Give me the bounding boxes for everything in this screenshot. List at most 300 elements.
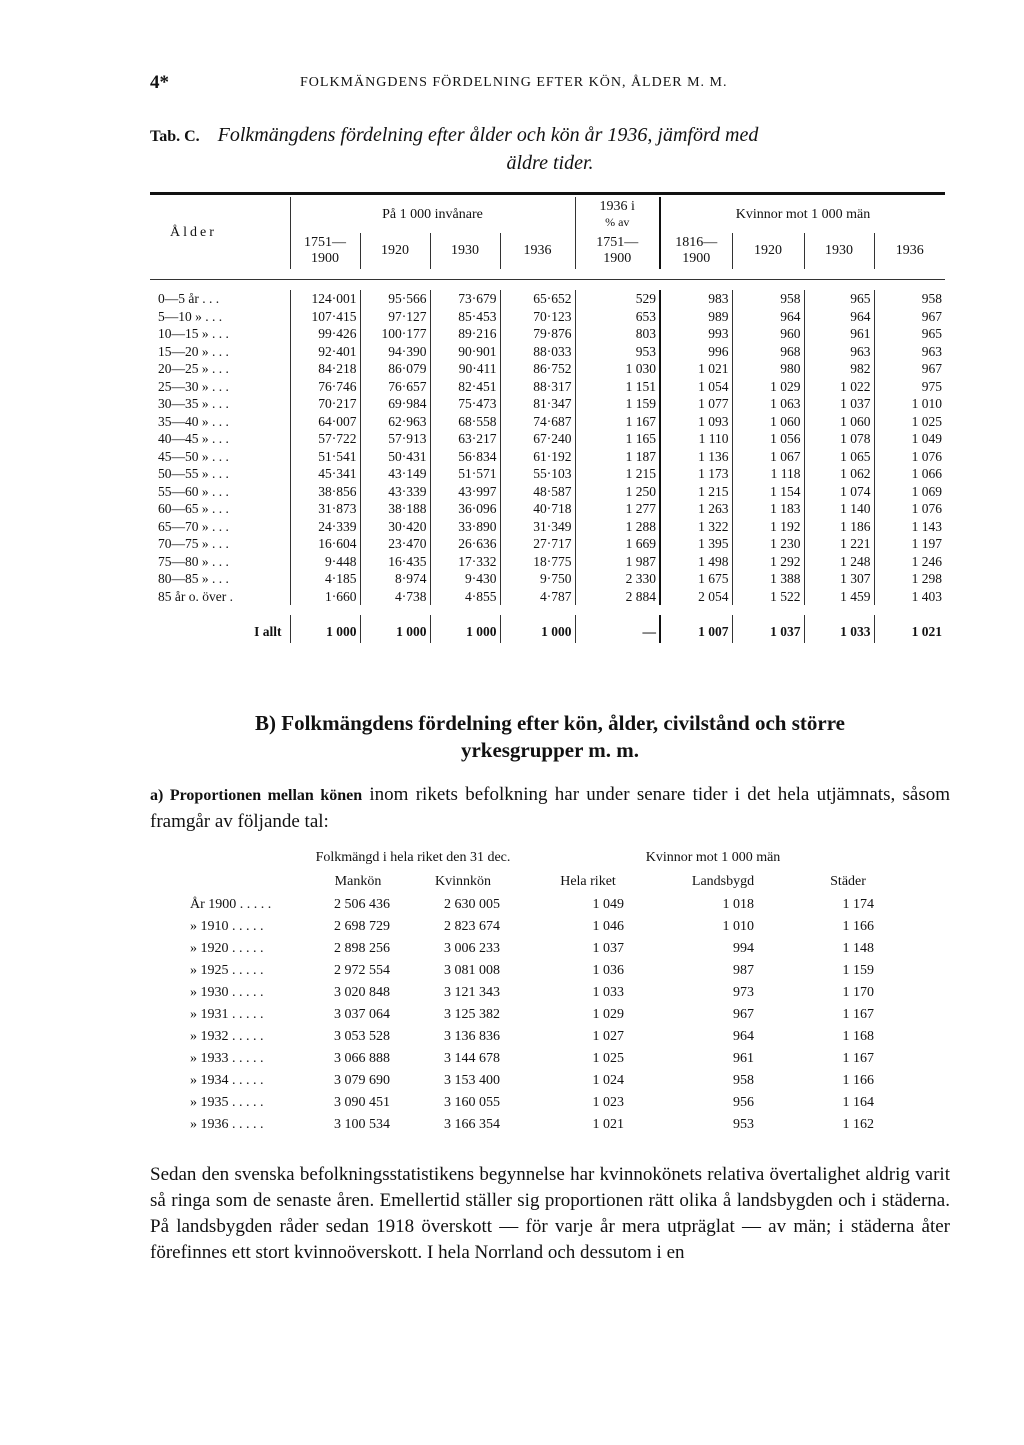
header-kvinnor: Kvinnor mot 1 000 män	[660, 197, 945, 233]
value-cell: 964	[732, 308, 804, 326]
value-cell: 16·435	[360, 553, 430, 571]
value-cell: 81·347	[500, 395, 575, 413]
value-cell: 4·185	[290, 570, 360, 588]
value-cell: 94·390	[360, 343, 430, 361]
value-cell: 1 000	[290, 615, 360, 643]
value-cell: 964	[804, 308, 874, 326]
value-cell: 968	[732, 343, 804, 361]
value-cell: 1 277	[575, 500, 660, 518]
value-cell: 1·660	[290, 588, 360, 606]
value-cell: 1 522	[732, 588, 804, 606]
table-row	[150, 308, 945, 326]
value-cell: 3 020 848	[334, 985, 390, 1000]
value-cell: 1 183	[732, 500, 804, 518]
age-cell: 15—20 » . . .	[158, 343, 229, 359]
value-cell: 961	[733, 1051, 755, 1066]
table-row	[188, 982, 908, 1004]
age-cell: 55—60 » . . .	[158, 483, 229, 499]
age-cell: 0—5 år . . .	[158, 291, 220, 306]
value-cell: 107·415	[290, 308, 360, 326]
value-cell: 1 007	[660, 615, 732, 643]
value-cell: 1 024	[592, 1073, 625, 1088]
value-cell: 1 076	[874, 500, 945, 518]
value-cell: 1 063	[732, 395, 804, 413]
value-cell: 95·566	[360, 290, 430, 308]
value-cell: 3 144 678	[444, 1051, 501, 1066]
value-cell: 64·007	[290, 413, 360, 431]
value-cell: 1 221	[804, 535, 874, 553]
value-cell: 2 884	[575, 588, 660, 606]
year-cell: » 1930 . . . . .	[190, 985, 264, 1000]
value-cell: 989	[660, 308, 732, 326]
value-cell: 88·317	[500, 378, 575, 396]
table-row	[188, 1048, 908, 1070]
value-cell: 90·411	[430, 360, 500, 378]
age-cell: 35—40 » . . .	[158, 413, 229, 429]
value-cell: 1 298	[874, 570, 945, 588]
value-cell: 1 029	[592, 1007, 625, 1022]
value-cell: 3 100 534	[334, 1117, 390, 1132]
value-cell: 3 121 343	[444, 985, 501, 1000]
value-cell: 57·913	[360, 430, 430, 448]
value-cell: 1 021	[660, 360, 732, 378]
age-cell: 50—55 » . . .	[158, 466, 229, 481]
value-cell: 1 136	[660, 448, 732, 466]
value-cell: 1 000	[430, 615, 500, 643]
value-cell: 1 049	[874, 430, 945, 448]
year-cell: » 1931 . . . . .	[190, 1007, 264, 1022]
value-cell: 79·876	[500, 325, 575, 343]
value-cell: 1 246	[874, 553, 945, 571]
value-cell: 76·657	[360, 378, 430, 396]
value-cell: 1 060	[804, 413, 874, 431]
value-cell: 2 898 256	[334, 941, 390, 956]
value-cell: 62·963	[360, 413, 430, 431]
value-cell: 967	[874, 360, 945, 378]
value-cell: 57·722	[290, 430, 360, 448]
value-cell: 961	[804, 325, 874, 343]
year-cell: » 1933 . . . . .	[190, 1051, 264, 1066]
value-cell: —	[575, 615, 660, 643]
value-cell: 965	[874, 325, 945, 343]
table-row	[150, 535, 945, 553]
value-cell: 27·717	[500, 535, 575, 553]
value-cell: 1 388	[732, 570, 804, 588]
table-total-row	[150, 615, 945, 643]
age-cell: 25—30 » . . .	[158, 378, 229, 394]
value-cell: 90·901	[430, 343, 500, 361]
value-cell: 43·339	[360, 483, 430, 501]
value-cell: 1 186	[804, 518, 874, 536]
table-row	[150, 448, 945, 466]
value-cell: 1 167	[842, 1051, 875, 1066]
value-cell: 1 215	[660, 483, 732, 501]
value-cell: 1 148	[842, 941, 875, 956]
value-cell: 1 322	[660, 518, 732, 536]
value-cell: 983	[660, 290, 732, 308]
caption-text: Folkmängdens fördelning efter ålder och kön år 1936, jämförd med	[217, 124, 759, 146]
header-1920: 1920	[360, 233, 430, 269]
table-row	[150, 430, 945, 448]
value-cell: 967	[733, 1007, 755, 1022]
value-cell: 1 049	[592, 897, 625, 912]
value-cell: 1 498	[660, 553, 732, 571]
value-cell: 23·470	[360, 535, 430, 553]
value-cell: 1 069	[874, 483, 945, 501]
table-row	[150, 413, 945, 431]
value-cell: 48·587	[500, 483, 575, 501]
value-cell: 4·855	[430, 588, 500, 606]
value-cell: 33·890	[430, 518, 500, 536]
value-cell: 1 025	[874, 413, 945, 431]
header-landsbygd: Landsbygd	[691, 874, 755, 889]
value-cell: 1 076	[874, 448, 945, 466]
value-cell: 803	[575, 325, 660, 343]
age-cell: 30—35 » . . .	[158, 396, 229, 411]
value-cell: 953	[733, 1117, 755, 1132]
header-1930: 1930	[430, 233, 500, 269]
table-row	[150, 378, 945, 396]
value-cell: 965	[804, 290, 874, 308]
value-cell: 1 060	[732, 413, 804, 431]
sex-ratio-table	[188, 846, 908, 1136]
value-cell: 1 021	[592, 1117, 625, 1132]
value-cell: 51·541	[290, 448, 360, 466]
value-cell: 1 166	[842, 1073, 875, 1088]
value-cell: 100·177	[360, 325, 430, 343]
value-cell: 43·997	[430, 483, 500, 501]
caption-text-line2: äldre tider.	[506, 152, 594, 174]
value-cell: 1 170	[842, 985, 875, 1000]
value-cell: 69·984	[360, 395, 430, 413]
table-row	[150, 395, 945, 413]
header-alder: Ålder	[170, 225, 217, 240]
value-cell: 958	[733, 1073, 755, 1088]
value-cell: 1 215	[575, 465, 660, 483]
year-cell: » 1910 . . . . .	[190, 919, 264, 934]
table-row	[188, 938, 908, 960]
value-cell: 9·448	[290, 553, 360, 571]
value-cell: 996	[660, 343, 732, 361]
value-cell: 529	[575, 290, 660, 308]
value-cell: 963	[874, 343, 945, 361]
age-cell: 20—25 » . . .	[158, 361, 229, 376]
page-number: 4*	[150, 72, 169, 93]
age-cell: 85 år o. över .	[158, 588, 233, 604]
value-cell: 1 010	[722, 919, 755, 934]
table-row	[150, 343, 945, 361]
value-cell: 3 125 382	[444, 1007, 501, 1022]
value-cell: 1 159	[575, 395, 660, 413]
value-cell: 1 459	[804, 588, 874, 606]
value-cell: 2 972 554	[334, 963, 390, 978]
value-cell: 65·652	[500, 290, 575, 308]
value-cell: 1 164	[842, 1095, 875, 1110]
value-cell: 958	[874, 290, 945, 308]
value-cell: 1 027	[592, 1029, 625, 1044]
value-cell: 1 288	[575, 518, 660, 536]
table-row	[150, 553, 945, 571]
age-cell: 80—85 » . . .	[158, 571, 229, 586]
section-heading: B) Folkmängdens fördelning efter kön, ålder, civilstånd och större yrkesgrupper m. m.	[255, 711, 845, 762]
year-cell: » 1932 . . . . .	[190, 1029, 264, 1044]
value-cell: 1 197	[874, 535, 945, 553]
value-cell: 1 395	[660, 535, 732, 553]
value-cell: 84·218	[290, 360, 360, 378]
value-cell: 1 018	[722, 897, 755, 912]
value-cell: 3 053 528	[334, 1029, 390, 1044]
value-cell: 982	[804, 360, 874, 378]
value-cell: 653	[575, 308, 660, 326]
header-pa-1000: På 1 000 invånare	[290, 197, 575, 233]
table-row	[150, 570, 945, 588]
value-cell: 30·420	[360, 518, 430, 536]
age-cell: 45—50 » . . .	[158, 448, 229, 464]
value-cell: 1 010	[874, 395, 945, 413]
value-cell: 1 151	[575, 378, 660, 396]
value-cell: 2 054	[660, 588, 732, 606]
value-cell: 1 292	[732, 553, 804, 571]
value-cell: 987	[733, 963, 755, 978]
age-cell: I allt	[254, 624, 282, 640]
value-cell: 980	[732, 360, 804, 378]
value-cell: 956	[733, 1095, 755, 1110]
value-cell: 3 081 008	[444, 963, 501, 978]
value-cell: 40·718	[500, 500, 575, 518]
value-cell: 960	[732, 325, 804, 343]
year-cell: » 1920 . . . . .	[190, 941, 264, 956]
value-cell: 1 154	[732, 483, 804, 501]
value-cell: 73·679	[430, 290, 500, 308]
value-cell: 3 153 400	[444, 1073, 501, 1088]
value-cell: 3 090 451	[334, 1095, 390, 1110]
age-distribution-table	[150, 192, 945, 643]
value-cell: 61·192	[500, 448, 575, 466]
value-cell: 38·188	[360, 500, 430, 518]
value-cell: 1 037	[592, 941, 625, 956]
value-cell: 38·856	[290, 483, 360, 501]
value-cell: 1 174	[842, 897, 875, 912]
value-cell: 70·217	[290, 395, 360, 413]
value-cell: 1 033	[804, 615, 874, 643]
value-cell: 1 025	[592, 1051, 625, 1066]
value-cell: 973	[733, 985, 755, 1000]
value-cell: 4·787	[500, 588, 575, 606]
header-k-1936: 1936	[874, 233, 945, 269]
value-cell: 1 000	[500, 615, 575, 643]
running-header	[150, 72, 950, 96]
value-cell: 2 630 005	[444, 897, 501, 912]
value-cell: 45·341	[290, 465, 360, 483]
table-row	[188, 894, 908, 916]
table-row	[188, 1070, 908, 1092]
value-cell: 31·873	[290, 500, 360, 518]
value-cell: 1 022	[804, 378, 874, 396]
value-cell: 16·604	[290, 535, 360, 553]
table-row	[188, 1092, 908, 1114]
value-cell: 1 143	[874, 518, 945, 536]
value-cell: 1 159	[842, 963, 875, 978]
value-cell: 958	[732, 290, 804, 308]
header-stader: Städer	[830, 874, 866, 889]
value-cell: 1 078	[804, 430, 874, 448]
value-cell: 1 066	[874, 465, 945, 483]
value-cell: 9·750	[500, 570, 575, 588]
value-cell: 1 167	[575, 413, 660, 431]
table-row	[150, 465, 945, 483]
table-row	[150, 360, 945, 378]
value-cell: 994	[733, 941, 755, 956]
value-cell: 1 167	[842, 1007, 875, 1022]
value-cell: 1 263	[660, 500, 732, 518]
value-cell: 963	[804, 343, 874, 361]
header-hela-riket: Hela riket	[560, 874, 616, 889]
value-cell: 56·834	[430, 448, 500, 466]
value-cell: 1 036	[592, 963, 625, 978]
value-cell: 975	[874, 378, 945, 396]
value-cell: 1 037	[732, 615, 804, 643]
value-cell: 124·001	[290, 290, 360, 308]
value-cell: 2 698 729	[334, 919, 390, 934]
value-cell: 86·079	[360, 360, 430, 378]
value-cell: 1 987	[575, 553, 660, 571]
value-cell: 43·149	[360, 465, 430, 483]
table-row	[188, 1026, 908, 1048]
value-cell: 953	[575, 343, 660, 361]
value-cell: 3 136 836	[444, 1029, 501, 1044]
value-cell: 1 192	[732, 518, 804, 536]
value-cell: 67·240	[500, 430, 575, 448]
table-row	[188, 916, 908, 938]
header-k-1920: 1920	[732, 233, 804, 269]
value-cell: 3 160 055	[444, 1095, 501, 1110]
header-pct-base: 1751— 1900	[575, 233, 660, 269]
paragraph-b: Sedan den svenska befolkningsstatistikens begynnelse har kvinnokönets relativa övertalighet aldrig varit så ringa som de senaste åren. Emellertid ställer sig proportionen rätt olika å landsbygden och i städerna. På landsbygden råder sedan 1918 överskott — för varje år mera utpräglat — av män; i städerna åter förefinnes ett stort kvinnoöverskott. I hela Norrland och dessutom i en	[150, 1164, 950, 1263]
value-cell: 75·473	[430, 395, 500, 413]
table-row	[188, 1114, 908, 1136]
value-cell: 8·974	[360, 570, 430, 588]
value-cell: 1 000	[360, 615, 430, 643]
value-cell: 1 065	[804, 448, 874, 466]
value-cell: 1 403	[874, 588, 945, 606]
value-cell: 1 162	[842, 1117, 875, 1132]
value-cell: 1 054	[660, 378, 732, 396]
value-cell: 1 056	[732, 430, 804, 448]
value-cell: 1 140	[804, 500, 874, 518]
table-row	[150, 290, 945, 308]
value-cell: 50·431	[360, 448, 430, 466]
paragraph-a	[150, 782, 950, 835]
value-cell: 1 110	[660, 430, 732, 448]
header-pct-1936: 1936 i % av	[575, 197, 660, 233]
value-cell: 1 669	[575, 535, 660, 553]
value-cell: 1 062	[804, 465, 874, 483]
table-row	[188, 1004, 908, 1026]
header-kvinnkon: Kvinnkön	[435, 874, 491, 889]
value-cell: 51·571	[430, 465, 500, 483]
table-row	[150, 325, 945, 343]
value-cell: 63·217	[430, 430, 500, 448]
value-cell: 70·123	[500, 308, 575, 326]
value-cell: 55·103	[500, 465, 575, 483]
age-cell: 10—15 » . . .	[158, 326, 229, 341]
age-cell: 70—75 » . . .	[158, 536, 229, 551]
running-title: FOLKMÄNGDENS FÖRDELNING EFTER KÖN, ÅLDER M. M.	[300, 75, 728, 90]
value-cell: 1 077	[660, 395, 732, 413]
table-row	[188, 960, 908, 982]
value-cell: 1 021	[874, 615, 945, 643]
value-cell: 1 030	[575, 360, 660, 378]
value-cell: 1 046	[592, 919, 625, 934]
value-cell: 1 173	[660, 465, 732, 483]
value-cell: 1 250	[575, 483, 660, 501]
value-cell: 18·775	[500, 553, 575, 571]
value-cell: 1 166	[842, 919, 875, 934]
age-cell: 65—70 » . . .	[158, 518, 229, 534]
value-cell: 76·746	[290, 378, 360, 396]
value-cell: 99·426	[290, 325, 360, 343]
year-cell: » 1936 . . . . .	[190, 1117, 264, 1132]
value-cell: 3 079 690	[334, 1073, 390, 1088]
value-cell: 993	[660, 325, 732, 343]
value-cell: 85·453	[430, 308, 500, 326]
value-cell: 1 187	[575, 448, 660, 466]
header-kvinnor-mot-man: Kvinnor mot 1 000 män	[645, 850, 781, 865]
value-cell: 1 168	[842, 1029, 875, 1044]
value-cell: 17·332	[430, 553, 500, 571]
table-caption	[150, 122, 950, 176]
value-cell: 1 248	[804, 553, 874, 571]
caption-label: Tab. C.	[150, 128, 200, 145]
value-cell: 3 006 233	[444, 941, 501, 956]
value-cell: 4·738	[360, 588, 430, 606]
age-cell: 60—65 » . . .	[158, 501, 229, 516]
value-cell: 1 093	[660, 413, 732, 431]
value-cell: 3 166 354	[444, 1117, 501, 1132]
table-row	[150, 518, 945, 536]
value-cell: 2 823 674	[444, 919, 501, 934]
value-cell: 1 067	[732, 448, 804, 466]
value-cell: 89·216	[430, 325, 500, 343]
value-cell: 3 037 064	[334, 1007, 390, 1022]
year-cell: » 1934 . . . . .	[190, 1073, 264, 1088]
value-cell: 26·636	[430, 535, 500, 553]
value-cell: 1 023	[592, 1095, 625, 1110]
value-cell: 36·096	[430, 500, 500, 518]
table-row	[150, 500, 945, 518]
value-cell: 964	[733, 1029, 755, 1044]
value-cell: 2 506 436	[334, 897, 390, 912]
value-cell: 2 330	[575, 570, 660, 588]
value-cell: 82·451	[430, 378, 500, 396]
value-cell: 24·339	[290, 518, 360, 536]
header-mankon: Mankön	[334, 874, 382, 889]
age-cell: 75—80 » . . .	[158, 553, 229, 569]
value-cell: 1 675	[660, 570, 732, 588]
value-cell: 86·752	[500, 360, 575, 378]
value-cell: 1 074	[804, 483, 874, 501]
value-cell: 97·127	[360, 308, 430, 326]
table-row	[150, 588, 945, 606]
value-cell: 1 029	[732, 378, 804, 396]
value-cell: 3 066 888	[334, 1051, 390, 1066]
value-cell: 967	[874, 308, 945, 326]
value-cell: 68·558	[430, 413, 500, 431]
value-cell: 1 118	[732, 465, 804, 483]
value-cell: 1 307	[804, 570, 874, 588]
header-folkmangd: Folkmängd i hela riket den 31 dec.	[315, 850, 511, 865]
year-cell: År 1900 . . . . .	[190, 897, 272, 912]
